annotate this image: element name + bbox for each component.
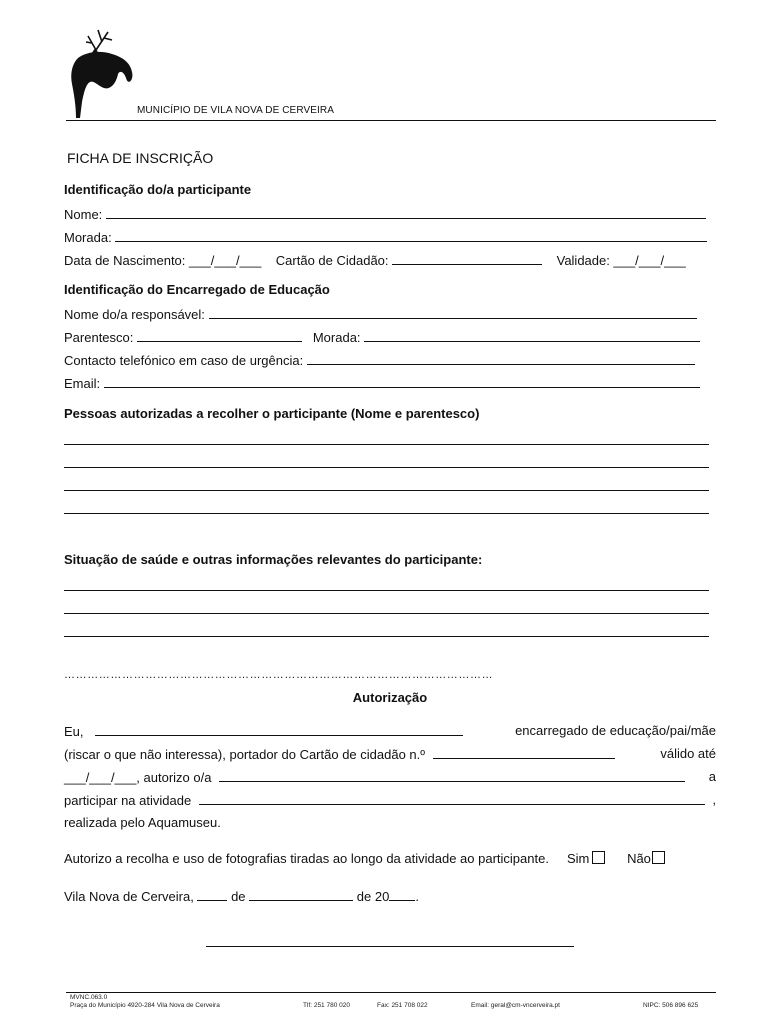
auth-line4-end: , — [712, 792, 716, 807]
email-field[interactable] — [104, 375, 700, 388]
no-label: Não — [627, 851, 651, 866]
pickup-line[interactable] — [64, 513, 709, 514]
activity-field[interactable] — [199, 792, 705, 805]
email-label: Email: — [64, 376, 101, 391]
responsible-label: Nome do/a responsável: — [64, 307, 205, 322]
authorization-line-1 — [64, 723, 716, 740]
place-label: Vila Nova de Cerveira, — [64, 889, 194, 904]
year-of-label: de 20 — [356, 889, 390, 904]
day-field[interactable] — [197, 888, 227, 901]
auth-line2-start: (riscar o que não interessa), portador do Cartão de cidadão n.º — [64, 747, 426, 762]
name-label: Nome: — [64, 207, 103, 222]
birth-date-field[interactable]: ___/___/___ — [189, 253, 262, 268]
pickup-line[interactable] — [64, 467, 709, 468]
auth-line3-end: a — [708, 769, 716, 784]
guardian-address-label: Morada: — [312, 330, 361, 345]
participant-heading: Identificação do/a participante — [64, 182, 252, 197]
guardian-name-field[interactable] — [95, 723, 463, 736]
participant-name-field[interactable] — [219, 769, 685, 782]
auth-line1-end: encarregado de educação/pai/mãe — [515, 723, 716, 738]
birth-label: Data de Nascimento: — [64, 253, 186, 268]
name-field[interactable] — [106, 206, 706, 219]
pickup-line[interactable] — [64, 490, 709, 491]
place-date-row — [64, 888, 419, 905]
address-label: Morada: — [64, 230, 112, 245]
authorization-line-4 — [64, 792, 716, 809]
footer-rule — [66, 992, 716, 993]
auth-line2-end: válido até — [660, 746, 716, 761]
kinship-row — [64, 329, 700, 346]
signature-line[interactable] — [206, 946, 574, 947]
period-label: . — [415, 889, 419, 904]
emergency-field[interactable] — [307, 352, 695, 365]
id-card-label: Cartão de Cidadão: — [275, 253, 389, 268]
yes-label: Sim — [567, 851, 590, 866]
cut-separator: ………………………………………………………………………………………………… — [64, 669, 494, 681]
footer-address: Praça do Município 4920-284 Vila Nova de Cerveira — [70, 1002, 220, 1009]
health-line[interactable] — [64, 590, 709, 591]
month-field[interactable] — [249, 888, 353, 901]
footer-phone: Tlf: 251 780 020 — [303, 1002, 350, 1009]
health-heading: Situação de saúde e outras informações relevantes do participante: — [64, 552, 483, 567]
responsible-row — [64, 306, 697, 323]
pickup-line[interactable] — [64, 444, 709, 445]
photo-consent-row — [64, 851, 665, 867]
footer-nipc: NIPC: 506 896 625 — [643, 1002, 699, 1009]
health-line[interactable] — [64, 636, 709, 637]
no-checkbox[interactable] — [652, 851, 665, 864]
header — [0, 0, 770, 125]
header-rule — [66, 120, 716, 121]
auth-line4-start: participar na atividade — [64, 793, 192, 808]
kinship-label: Parentesco: — [64, 330, 134, 345]
doc-code: MVNC.063.0 — [70, 994, 108, 1001]
authorization-line-5: realizada pelo Aquamuseu. — [64, 815, 221, 830]
validity-date-field[interactable]: ___/___/___ — [613, 253, 686, 268]
participant-address-row — [64, 229, 707, 246]
authorization-heading: Autorização — [352, 690, 428, 705]
auth-line3-date: ___/___/___, autorizo o/a — [64, 770, 212, 785]
authorization-line-3 — [64, 769, 716, 786]
photo-consent-text: Autorizo a recolha e uso de fotografias tiradas ao longo da atividade ao participante. — [64, 851, 549, 866]
yes-checkbox[interactable] — [592, 851, 605, 864]
deer-logo-icon — [66, 28, 136, 120]
municipality-name: MUNICÍPIO DE VILA NOVA DE CERVEIRA — [137, 105, 334, 116]
emergency-row — [64, 352, 695, 369]
footer-fax: Fax: 251 708 022 — [377, 1002, 428, 1009]
validity-label: Validade: — [556, 253, 610, 268]
authorization-line-2 — [64, 746, 716, 763]
address-field[interactable] — [115, 229, 707, 242]
health-line[interactable] — [64, 613, 709, 614]
kinship-field[interactable] — [137, 329, 302, 342]
participant-name-row — [64, 206, 706, 223]
pickup-heading: Pessoas autorizadas a recolher o participante (Nome e parentesco) — [64, 406, 480, 421]
month-of-label: de — [231, 889, 246, 904]
form-title: FICHA DE INSCRIÇÃO — [67, 150, 214, 166]
citizen-card-field[interactable] — [433, 746, 615, 759]
footer-email: Email: geral@cm-vncerveira.pt — [471, 1002, 560, 1009]
emergency-label: Contacto telefónico em caso de urgência: — [64, 353, 304, 368]
auth-line1-start: Eu, — [64, 724, 84, 739]
guardian-address-field[interactable] — [364, 329, 700, 342]
guardian-heading: Identificação do Encarregado de Educação — [64, 282, 330, 297]
id-card-field[interactable] — [392, 252, 542, 265]
email-row — [64, 375, 700, 392]
participant-birth-row — [64, 252, 686, 269]
year-field[interactable] — [389, 888, 415, 901]
responsible-field[interactable] — [209, 306, 697, 319]
